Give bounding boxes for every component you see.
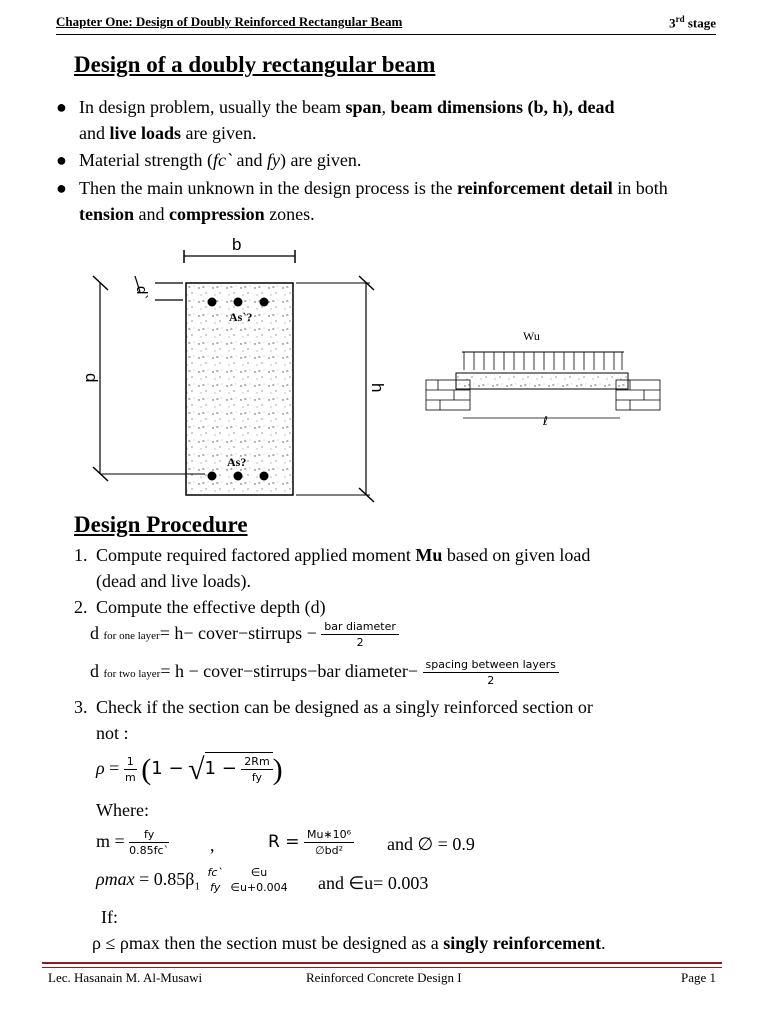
page-title: Design of a doubly rectangular beam <box>74 52 436 77</box>
footer-rule-thin <box>42 967 722 968</box>
footer-rule-thick <box>42 962 722 964</box>
bullet-item-3: ● Then the main unknown in the design process is the reinforcement detail in both tension and compression zones. <box>56 175 716 227</box>
footer-page-number: Page 1 <box>680 970 716 985</box>
wu-label: Wu <box>523 329 540 343</box>
cross-section <box>186 283 293 495</box>
bullet-dot: ● <box>56 178 67 198</box>
epsilon-value: and ∈u= 0.003 <box>318 873 429 893</box>
as-top-label: As`? <box>229 310 253 324</box>
equation-d-one-layer: d for one layer= h− cover−stirrups − $\frac{\text{bar diameter}}{2}$ <box>90 620 399 650</box>
bottom-bar <box>260 472 269 481</box>
top-bar <box>208 298 217 307</box>
fraction: ∈u ∈u+0.004 <box>230 866 288 895</box>
step-2-text: Compute the effective depth (d) <box>96 597 326 617</box>
loaded-beam <box>426 329 660 428</box>
d-prime-dimension <box>133 276 183 300</box>
equation-m: m = $\frac{fy}{0.85fc`}$ <box>96 828 170 857</box>
footer-course: Reinforced Concrete Design I <box>306 970 462 985</box>
section-title-design-procedure: Design Procedure <box>74 512 248 537</box>
top-bar <box>260 298 269 307</box>
b-label: b <box>232 235 242 254</box>
header-stage: 3rd stage <box>669 14 716 31</box>
h-dimension <box>296 276 387 502</box>
fraction: $\frac{2Rm}{fy}$ <box>241 755 272 785</box>
equation-rho-max: $\rho\max = 0.85\beta_1$ fc` fy ∈u ∈u+0.004 <box>96 866 288 895</box>
top-bar <box>234 298 243 307</box>
fraction: $\frac{\text{bar diameter}}{2}$ <box>321 620 399 650</box>
fraction: $\frac{\text{spacing between layers}}{2}$ <box>423 658 559 688</box>
d-prime-label: d` <box>133 286 150 300</box>
equation-separator: , <box>210 835 215 855</box>
bottom-bar <box>234 472 243 481</box>
bottom-bar <box>208 472 217 481</box>
bullet-dot: ● <box>56 97 67 117</box>
fraction: $\frac{\text{Mu∗10⁶}}{\text{∅bd²}}$ <box>304 828 354 858</box>
phi-value: and ∅ = 0.9 <box>387 834 475 854</box>
bullet-item-1: ● In design problem, usually the beam span, beam dimensions (b, h), dead and live loads are given. <box>56 94 716 146</box>
equation-r: R = $\frac{\text{Mu∗10⁶}}{\text{∅bd²}}$ <box>268 828 354 858</box>
equation-d-two-layer: d for two layer= h − cover−stirrups−bar diameter− $\frac{\text{spacing between layers}}{2}$ <box>90 658 559 688</box>
fraction: $\frac{1}{m}$ <box>124 755 136 784</box>
as-bottom-label: As? <box>227 455 247 469</box>
header-rule <box>56 34 716 35</box>
beam-body <box>456 373 628 389</box>
step-3-number: 3. <box>74 697 88 717</box>
where-label: Where: <box>96 800 149 820</box>
step-1-number: 1. <box>74 545 88 565</box>
footer-author: Lec. Hasanain M. Al-Musawi <box>48 970 203 985</box>
step-1-text: Compute required factored applied moment Mu based on given load (dead and live loads). <box>96 545 591 591</box>
step-3-text: Check if the section can be designed as a singly reinforced section or not : <box>96 697 593 743</box>
fraction: $\frac{fy}{0.85fc`}$ <box>129 828 170 857</box>
condition-singly: ρ ≤ ρmax then the section must be designed as a singly reinforcement. <box>92 933 606 953</box>
equation-rho: ρ = $\frac{1}{m}$ (1 − √1 − $\frac{2Rm}{fy}$ ) <box>96 753 283 786</box>
beam-figure <box>0 228 768 518</box>
fraction: fc` fy <box>207 866 223 895</box>
step-2-number: 2. <box>74 597 88 617</box>
d-label: d <box>82 373 101 383</box>
bullet-item-2: ● Material strength (fc` and fy) are given. <box>56 147 716 173</box>
span-label: ℓ <box>543 414 548 428</box>
b-dimension <box>184 235 295 263</box>
bullet-dot: ● <box>56 150 67 170</box>
header-chapter-title: Chapter One: Design of Doubly Reinforced Rectangular Beam <box>56 14 403 29</box>
if-label: If: <box>101 907 118 927</box>
h-label: h <box>368 383 387 393</box>
